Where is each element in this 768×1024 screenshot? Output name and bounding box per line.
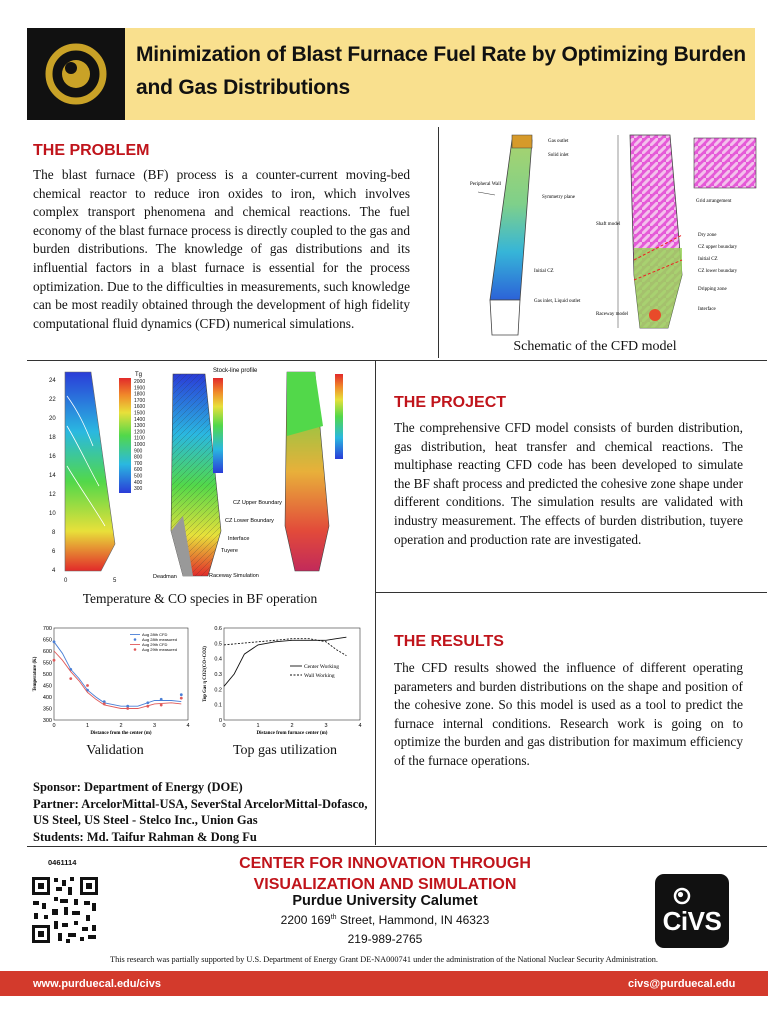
legend-entry: Aug 28th CFD — [142, 632, 168, 637]
x-tick-label: 3 — [324, 723, 328, 729]
temp-ytick: 24 — [49, 378, 56, 384]
tg-tick-label: 300 — [134, 486, 143, 493]
university-name: Purdue University Calumet — [292, 893, 478, 909]
label-solid-inlet: Solid inlet — [548, 153, 569, 158]
temp-ytick: 4 — [52, 568, 56, 574]
temp-ytick: 10 — [49, 511, 56, 517]
legend-entry: Aug 28th measured — [142, 637, 177, 642]
tg-tick-label: 1200 — [134, 429, 146, 436]
temperature-image — [33, 366, 368, 588]
x-tick-label: 4 — [186, 723, 190, 729]
tg-tick-label: 900 — [134, 448, 143, 455]
temperature-figure — [33, 366, 368, 588]
x-tick-label: 0 — [222, 723, 226, 729]
temp-ytick: 22 — [49, 397, 56, 403]
temp-ytick: 16 — [49, 454, 56, 460]
x-axis-label: Distance from the center (m) — [90, 731, 152, 736]
label-cz-lower-boundary: CZ Lower Boundary — [225, 518, 274, 524]
data-point — [146, 705, 149, 708]
data-point — [69, 677, 72, 680]
data-point — [53, 659, 56, 662]
y-tick-label: 0.2 — [214, 687, 222, 694]
tg-tick-label: 1800 — [134, 391, 146, 398]
grant-note: This research was partially supported by U.S. Department of Energy Grant DE-NA000741 under the administration of the National Nuclear Security Administration. — [110, 955, 658, 964]
label-stock-line: Stock-line profile — [213, 368, 258, 374]
tg-tick-label: 1900 — [134, 385, 146, 392]
address — [195, 913, 575, 927]
poster-title: Minimization of Blast Furnace Fuel Rate by Optimizing Burden and Gas Distributions — [136, 43, 746, 99]
legend-entry: Aug 29th measured — [142, 647, 177, 652]
website-link[interactable]: www.purduecal.edu/civs — [33, 978, 161, 990]
y-tick-label: 350 — [42, 706, 52, 713]
y-tick-label: 700 — [42, 626, 52, 632]
label-symmetry-plane: Symmetry plane — [542, 195, 575, 200]
validation-chart-svg — [30, 622, 195, 740]
divider-vertical-top — [438, 127, 439, 358]
x-tick-label: 2 — [290, 723, 294, 729]
top-gas-chart-svg — [198, 622, 368, 740]
temp-ytick: 8 — [52, 530, 56, 536]
divider-vertical-middle — [375, 360, 376, 845]
y-tick-label: 0.3 — [214, 672, 222, 678]
temp-xtick: 0 — [64, 578, 68, 584]
label-tuyere: Tuyere — [221, 548, 238, 554]
results-text: The CFD results showed the influence of different operating parameters and burden distributions on the shape and position of the cohesive zone. So this model is used as a tool to predict the furnace internal conditions. Research work is going on to optimize the burden and gas distribution for maximum efficiency of the furnace operations. — [394, 660, 743, 768]
label-deadman: Deadman — [153, 574, 177, 580]
label-peripheral-wall: Peripheral Wall — [470, 182, 502, 187]
address-street: Street, Hammond, IN 46323 — [336, 913, 490, 927]
qr-code-id: 0461114 — [48, 858, 77, 867]
data-point — [146, 701, 149, 704]
temperature-caption: Temperature & CO species in BF operation — [82, 591, 318, 606]
label-dripping: Dripping zone — [698, 287, 727, 292]
sponsor-line: Sponsor: Department of Energy (DOE) — [33, 780, 243, 794]
label-raceway: Raceway Simulation — [209, 573, 259, 579]
top-gas-caption: Top gas utilization — [232, 743, 337, 758]
tg-tick-label: 500 — [134, 473, 143, 480]
legend-swatch — [134, 648, 137, 651]
partner-line: Partner: ArcelorMittal-USA, SeverStal ArcelorMittal-Dofasco, US Steel, US Steel - Stelco Inc., Union Gas — [33, 796, 368, 827]
y-tick-label: 400 — [42, 695, 52, 701]
x-tick-label: 0 — [52, 723, 56, 729]
label-gas-outlet: Gas outlet — [548, 139, 569, 144]
temp-ytick: 14 — [49, 473, 56, 479]
problem-text: The blast furnace (BF) process is a counter-current moving-bed chemical reactor to reduce iron oxides to iron, which involves complex transport phenomena and chemical reactions. The fuel economy of the blast furnace process is directly coupled to the gas and burden distributions. The knowledge of gas distributions and its influential factors in a blast furnace is essential for the process optimization. Due to the difficulties in measurements, such knowledge can be most readily obtained through the development of high fidelity computational fluid dynamics (CFD) numerical simulations. — [33, 167, 410, 331]
y-tick-label: 300 — [42, 718, 52, 724]
schematic-image — [450, 130, 760, 340]
x-tick-label: 1 — [85, 723, 90, 729]
data-point — [103, 703, 106, 706]
temp-ytick: 18 — [49, 435, 56, 441]
legend-entry: Aug 29th CFD — [142, 642, 168, 647]
civs-logo-text: CiVS — [662, 906, 722, 936]
temp-ytick: 12 — [49, 492, 56, 498]
results-heading: THE RESULTS — [394, 633, 504, 650]
project-heading: THE PROJECT — [394, 394, 507, 411]
top-gas-chart — [198, 622, 368, 740]
label-initial-cz: Initial CZ — [534, 269, 554, 274]
validation-chart — [30, 622, 195, 740]
tg-tick-label: 600 — [134, 467, 143, 474]
temp-xtick: 5 — [113, 578, 117, 584]
purdue-logo-icon — [27, 28, 125, 120]
y-tick-label: 650 — [42, 637, 52, 644]
label-cz-upper: CZ upper boundary — [698, 245, 738, 250]
schematic-figure — [450, 130, 760, 340]
purdue-logo — [27, 28, 125, 120]
temp-ytick: 20 — [49, 416, 56, 422]
tg-tick-label: 1300 — [134, 423, 146, 430]
tg-tick-label: 400 — [134, 479, 143, 486]
address-number: 2200 169 — [280, 913, 331, 927]
y-tick-label: 0 — [218, 718, 222, 724]
tg-tick-label: 1000 — [134, 442, 146, 448]
y-tick-label: 0.1 — [214, 702, 222, 709]
data-point — [53, 640, 56, 643]
label-cz-lower: CZ lower boundary — [698, 269, 738, 274]
data-point — [180, 693, 183, 696]
tg-tick-label: 1700 — [134, 397, 146, 404]
email-link[interactable]: civs@purduecal.edu — [628, 978, 736, 990]
tg-tick-label: 2000 — [134, 379, 146, 385]
x-tick-label: 3 — [152, 723, 157, 729]
phone: 219-989-2765 — [347, 932, 423, 946]
y-tick-label: 500 — [42, 672, 52, 678]
y-axis-label: Temperature (K) — [33, 656, 38, 692]
legend-entry: Center Working — [304, 664, 340, 670]
qr-code[interactable] — [30, 875, 100, 945]
legend-swatch — [134, 638, 137, 641]
tg-tick-label: 700 — [134, 460, 143, 467]
y-tick-label: 0.6 — [214, 626, 222, 632]
y-tick-label: 450 — [42, 683, 52, 690]
problem-heading: THE PROBLEM — [33, 142, 150, 159]
tg-tick-label: 1600 — [134, 404, 146, 411]
data-point — [180, 697, 183, 700]
tg-colorbar — [119, 378, 131, 493]
temp-ytick: 6 — [52, 549, 56, 555]
divider-horizontal-1 — [27, 360, 767, 361]
y-axis-label: Top Gas η CO2/(CO+CO2) — [203, 646, 208, 702]
legend-entry: Wall Working — [304, 673, 335, 679]
label-interface: Interface — [698, 307, 716, 312]
x-axis-label: Distance from furnace center (m) — [256, 731, 328, 736]
validation-caption: Validation — [86, 743, 144, 758]
divider-horizontal-right — [375, 592, 767, 593]
project-text: The comprehensive CFD model consists of burden distribution, gas distribution, heat transfer and chemical reactions. The multiphase reacting CFD code has been developed to simulate the BF shaft process and predicted the cohesive zone shape under different conditions. The simulation results are validated with industry measurement. The effects of burden distribution, tuyere operation and production rate are investigated. — [394, 420, 743, 547]
civs-logo — [655, 874, 729, 948]
center-name-line2: VISUALIZATION AND SIMULATION — [253, 876, 517, 893]
data-point — [126, 707, 129, 710]
data-point — [160, 704, 163, 707]
x-tick-label: 4 — [358, 723, 362, 729]
label-gas-inlet: Gas inlet, Liquid outlet — [534, 299, 581, 304]
label-cz-upper-boundary: CZ Upper Boundary — [233, 500, 282, 506]
data-point — [160, 698, 163, 701]
tg-tick-label: 1100 — [134, 435, 145, 442]
x-tick-label: 2 — [119, 723, 123, 729]
qr-code-icon — [30, 875, 100, 945]
address-suffix: th — [330, 914, 337, 921]
y-tick-label: 0.5 — [214, 641, 222, 648]
tg-tick-label: 1400 — [134, 416, 146, 423]
credits — [33, 779, 368, 845]
label-dry-zone: Dry zone — [698, 233, 717, 238]
plot-frame — [224, 628, 360, 720]
label-raceway-model: Raceway model — [596, 312, 629, 317]
tg-tick-label: 800 — [134, 454, 143, 461]
label-initial-cz2: Initial CZ — [698, 257, 718, 262]
tg-label: Tg — [135, 372, 143, 378]
label-grid: Grid arrangement — [696, 199, 732, 204]
data-point — [86, 684, 89, 687]
students-line: Students: Md. Taifur Rahman & Dong Fu — [33, 829, 257, 844]
schematic-caption: Schematic of the CFD model — [513, 339, 677, 354]
divider-horizontal-2 — [27, 846, 767, 847]
x-tick-label: 1 — [256, 723, 260, 729]
label-shaft-model: Shaft model — [596, 222, 621, 227]
y-tick-label: 0.4 — [214, 656, 222, 663]
tg-tick-label: 1500 — [134, 410, 146, 417]
center-name-line1: CENTER FOR INNOVATION THROUGH — [239, 855, 531, 872]
y-tick-label: 600 — [42, 649, 52, 655]
label-interface: Interface — [228, 536, 250, 542]
y-tick-label: 550 — [42, 660, 52, 667]
